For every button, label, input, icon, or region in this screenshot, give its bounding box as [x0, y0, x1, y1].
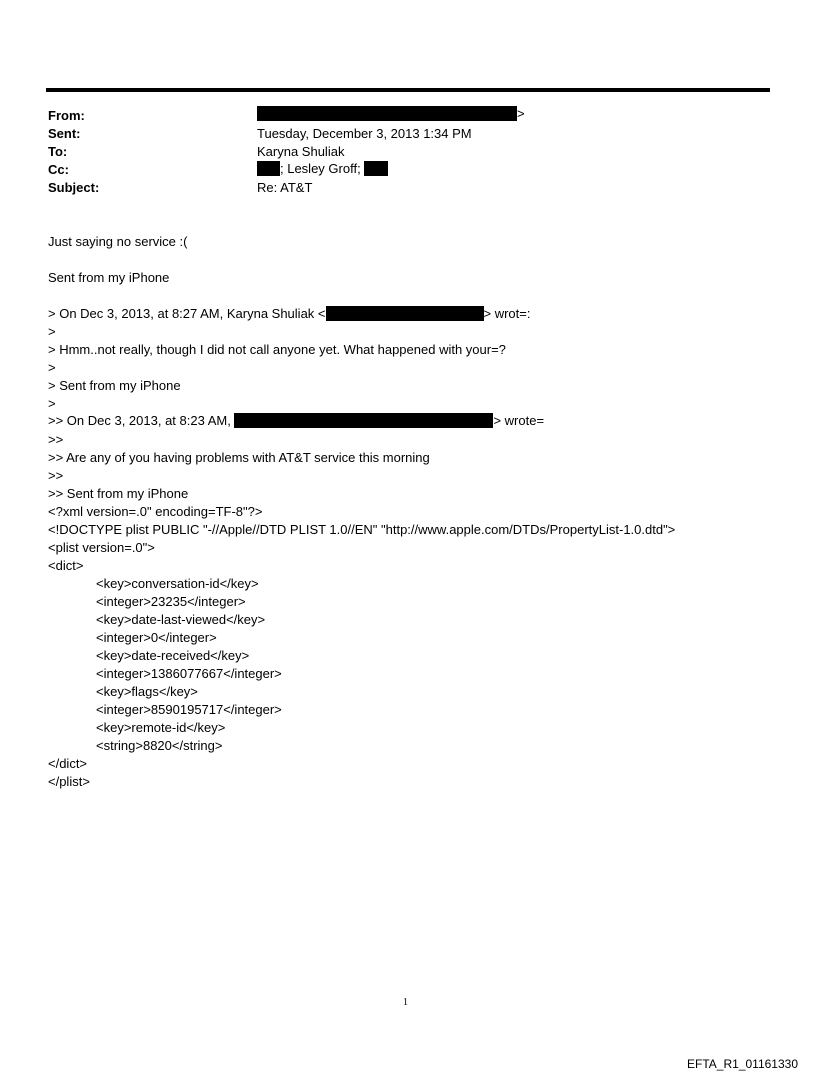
body-line: Just saying no service :(	[48, 234, 188, 249]
page-number: 1	[403, 997, 408, 1008]
xml-line: <key>remote-id</key>	[96, 720, 226, 735]
xml-line: </dict>	[48, 756, 88, 771]
quote-prefix: > On Dec 3, 2013, at 8:27 AM, Karyna Shuliak <	[48, 306, 326, 321]
xml-line: <plist version=.0">	[48, 540, 155, 555]
xml-line: <integer>0</integer>	[96, 630, 217, 645]
xml-line: <?xml version=.0" encoding=TF-8"?>	[48, 504, 263, 519]
quote-line: >	[48, 324, 56, 339]
quote-line: >> Sent from my iPhone	[48, 486, 189, 501]
quote-line: > Hmm..not really, though I did not call anyone yet. What happened with your=?	[48, 342, 506, 357]
from-suffix: >	[517, 106, 525, 121]
body-line: Sent from my iPhone	[48, 270, 170, 285]
cc-middle: ; Lesley Groff;	[280, 161, 361, 176]
quote-line: >>	[48, 432, 64, 447]
sent-label: Sent:	[48, 126, 81, 141]
quote-line	[48, 413, 544, 428]
xml-line: <integer>23235</integer>	[96, 594, 246, 609]
to-label: To:	[48, 144, 68, 159]
xml-line: <key>conversation-id</key>	[96, 576, 259, 591]
quote-line: >>	[48, 468, 64, 483]
header-rule	[46, 88, 770, 92]
bates-number: EFTA_R1_01161330	[687, 1057, 798, 1071]
quote-prefix: >> On Dec 3, 2013, at 8:23 AM,	[48, 413, 231, 428]
xml-line: <key>date-last-viewed</key>	[96, 612, 266, 627]
quote-suffix: > wrot=:	[483, 306, 531, 321]
redaction-bar	[364, 161, 388, 176]
xml-line: <string>8820</string>	[96, 738, 223, 753]
cc-label: Cc:	[48, 162, 69, 177]
redaction-bar	[326, 306, 484, 321]
xml-line: </plist>	[48, 774, 90, 789]
subject-value: Re: AT&T	[257, 180, 313, 195]
quote-line: >	[48, 360, 56, 375]
quote-line	[48, 306, 530, 321]
xml-line: <!DOCTYPE plist PUBLIC "-//Apple//DTD PLIST 1.0//EN" "http://www.apple.com/DTDs/PropertyList-1.0.dtd">	[48, 522, 676, 537]
quote-suffix: > wrote=	[493, 413, 545, 428]
redaction-bar	[257, 106, 517, 121]
to-value: Karyna Shuliak	[257, 144, 345, 159]
quote-line: >> Are any of you having problems with AT&T service this morning	[48, 450, 430, 465]
xml-line: <key>flags</key>	[96, 684, 198, 699]
quote-line: > Sent from my iPhone	[48, 378, 181, 393]
cc-value	[257, 161, 388, 176]
redaction-bar	[257, 161, 280, 176]
subject-label: Subject:	[48, 180, 100, 195]
xml-line: <dict>	[48, 558, 84, 573]
xml-line: <integer>8590195717</integer>	[96, 702, 282, 717]
quote-line: >	[48, 396, 56, 411]
from-value	[257, 106, 525, 121]
sent-value: Tuesday, December 3, 2013 1:34 PM	[257, 126, 472, 141]
xml-line: <key>date-received</key>	[96, 648, 250, 663]
redaction-bar	[234, 413, 493, 428]
from-label: From:	[48, 108, 85, 123]
xml-line: <integer>1386077667</integer>	[96, 666, 282, 681]
